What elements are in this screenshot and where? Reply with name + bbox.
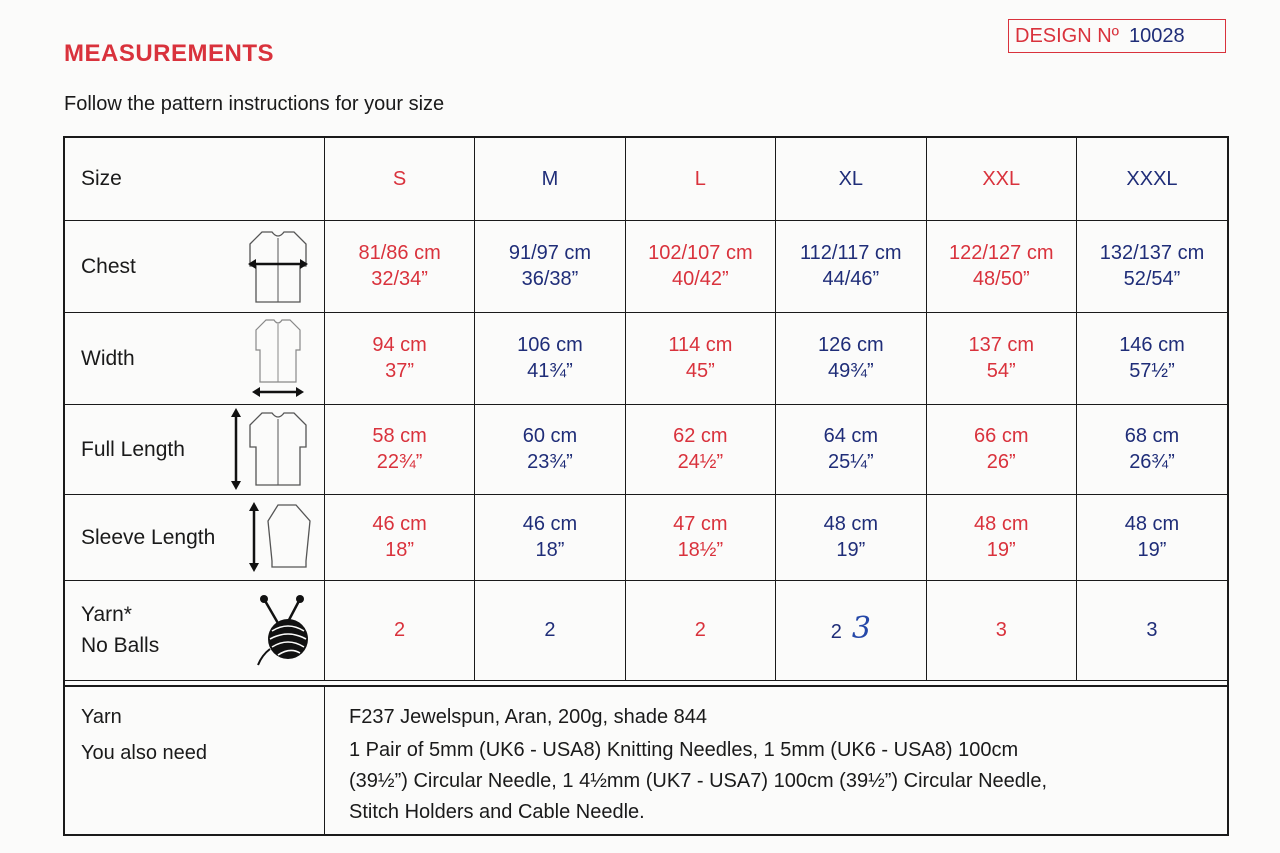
table-cell: 3 — [1076, 580, 1227, 680]
inch-value: 36/38” — [521, 268, 579, 290]
table-cell — [625, 220, 775, 312]
width-diagram-icon — [242, 316, 314, 400]
inch-value: 25¼” — [828, 451, 874, 473]
cm-value: 132/137 cm — [1099, 242, 1205, 264]
table-row — [65, 220, 1227, 312]
table-cell — [324, 220, 474, 312]
cm-value: 146 cm — [1119, 334, 1185, 356]
cm-value: 68 cm — [1124, 425, 1180, 447]
table-row — [65, 312, 1227, 404]
table-cell — [926, 494, 1076, 580]
yarn-ball-needles-icon — [254, 593, 314, 667]
row-label: Full Length — [81, 437, 185, 461]
row-label: Chest — [81, 254, 136, 278]
table-cell — [776, 312, 926, 404]
yarn-label: Yarn — [81, 706, 122, 728]
chest-label-cell — [65, 220, 324, 312]
inch-value: 19” — [986, 539, 1016, 561]
inch-value: 41¾” — [527, 360, 573, 382]
table-cell — [625, 494, 775, 580]
table-cell — [1076, 494, 1227, 580]
table-cell: 2 — [475, 580, 625, 680]
table-cell — [475, 404, 625, 494]
cm-value: 47 cm — [673, 513, 728, 535]
table-cell — [1076, 404, 1227, 494]
table-cell — [776, 494, 926, 580]
cm-value: 112/117 cm — [800, 242, 902, 264]
table-cell: 3 — [926, 580, 1076, 680]
design-label: DESIGN Nº — [1015, 24, 1119, 47]
width-label-cell — [65, 312, 324, 404]
cm-value: 48 cm — [1124, 513, 1180, 535]
inch-value: 19” — [836, 539, 866, 561]
size-l: L — [625, 138, 775, 220]
inch-value: 26¾” — [1129, 451, 1175, 473]
measurements-table — [63, 136, 1229, 836]
cm-value: 48 cm — [823, 513, 879, 535]
inch-value: 24½” — [677, 451, 724, 473]
also-need-label: You also need — [81, 742, 208, 764]
yarn-label-line1: Yarn* — [81, 603, 132, 626]
inch-value: 57½” — [1129, 360, 1175, 382]
size-xl: XL — [776, 138, 926, 220]
table-cell — [776, 220, 926, 312]
requirements-values — [325, 687, 1229, 836]
table-row — [65, 404, 1227, 494]
requirements-section — [65, 685, 1229, 836]
also-need-line1: 1 Pair of 5mm (UK6 - USA8) Knitting Needles, 1 5mm (UK6 - USA8) 100cm — [349, 739, 1019, 761]
inch-value: 32/34” — [371, 268, 428, 290]
also-need-line3: Stitch Holders and Cable Needle. — [349, 801, 645, 823]
table-cell — [324, 494, 474, 580]
yarn-label-line2: No Balls — [81, 634, 160, 657]
inch-value: 18½” — [677, 539, 724, 561]
cm-value: 46 cm — [522, 513, 578, 535]
full-length-label-cell — [65, 404, 324, 494]
table-cell — [625, 404, 775, 494]
cm-value: 60 cm — [522, 425, 578, 447]
yarn-value: F237 Jewelspun, Aran, 200g, shade 844 — [349, 706, 708, 728]
chest-diagram-icon — [242, 226, 314, 306]
table-cell — [926, 220, 1076, 312]
table-cell — [475, 220, 625, 312]
table-cell — [324, 312, 474, 404]
yarn-balls-label — [81, 599, 159, 661]
cm-value: 48 cm — [974, 513, 1029, 535]
cm-value: 66 cm — [974, 425, 1029, 447]
table-cell — [776, 580, 926, 680]
inch-value: 45” — [685, 360, 715, 382]
table-cell — [475, 494, 625, 580]
full-length-diagram-icon — [228, 407, 314, 491]
table-cell — [926, 312, 1076, 404]
table-cell — [625, 312, 775, 404]
size-header-row — [65, 138, 1227, 220]
inch-value: 40/42” — [672, 268, 729, 290]
cm-value: 122/127 cm — [949, 242, 1054, 264]
size-xxl: XXL — [926, 138, 1076, 220]
inch-value: 26” — [986, 451, 1016, 473]
cm-value: 46 cm — [372, 513, 427, 535]
cm-value: 81/86 cm — [358, 242, 441, 264]
page-title: MEASUREMENTS — [64, 40, 275, 67]
table-cell — [324, 404, 474, 494]
table-row — [65, 494, 1227, 580]
table-cell — [926, 404, 1076, 494]
inch-value: 37” — [385, 360, 415, 382]
yarn-balls-row — [65, 580, 1227, 680]
size-label-cell — [65, 138, 324, 220]
inch-value: 19” — [1137, 539, 1167, 561]
row-label: Width — [81, 346, 135, 370]
size-xxxl: XXXL — [1076, 138, 1227, 220]
requirements-labels — [65, 687, 325, 836]
cm-value: 91/97 cm — [508, 242, 592, 264]
table-cell: 2 — [625, 580, 775, 680]
cm-value: 114 cm — [668, 334, 733, 356]
inch-value: 18” — [385, 539, 415, 561]
inch-value: 48/50” — [972, 268, 1030, 290]
table-cell — [1076, 220, 1227, 312]
design-number-box — [1008, 19, 1226, 53]
cm-value: 62 cm — [673, 425, 728, 447]
handwritten-note: 3 — [851, 610, 871, 646]
cm-value: 58 cm — [372, 425, 427, 447]
inch-value: 49¾” — [828, 360, 874, 382]
inch-value: 22¾” — [376, 451, 423, 473]
inch-value: 54” — [986, 360, 1016, 382]
cm-value: 102/107 cm — [648, 242, 753, 264]
inch-value: 18” — [535, 539, 565, 561]
cm-value: 106 cm — [517, 334, 583, 356]
table-cell — [475, 312, 625, 404]
inch-value: 52/54” — [1123, 268, 1181, 290]
size-label: Size — [81, 167, 122, 191]
table-cell: 2 — [324, 580, 474, 680]
cm-value: 94 cm — [372, 334, 427, 356]
yarn-label-cell — [65, 580, 324, 680]
cm-value: 126 cm — [818, 334, 884, 356]
table-cell — [776, 404, 926, 494]
cm-value: 64 cm — [823, 425, 879, 447]
design-number: 10028 — [1128, 24, 1185, 47]
subtitle: Follow the pattern instructions for your size — [64, 93, 445, 115]
table-cell — [1076, 312, 1227, 404]
also-need-line2: (39½”) Circular Needle, 1 4½mm (UK7 - USA7) 100cm (39½”) Circular Needle, — [349, 770, 1048, 792]
size-s: S — [324, 138, 474, 220]
cm-value: 137 cm — [968, 334, 1035, 356]
sleeve-length-label-cell — [65, 494, 324, 580]
size-m: M — [475, 138, 625, 220]
yarn-balls-value: 2 — [830, 620, 842, 643]
sleeve-length-diagram-icon — [246, 501, 314, 573]
inch-value: 44/46” — [822, 268, 880, 290]
row-label: Sleeve Length — [81, 525, 216, 549]
inch-value: 23¾” — [527, 451, 573, 473]
